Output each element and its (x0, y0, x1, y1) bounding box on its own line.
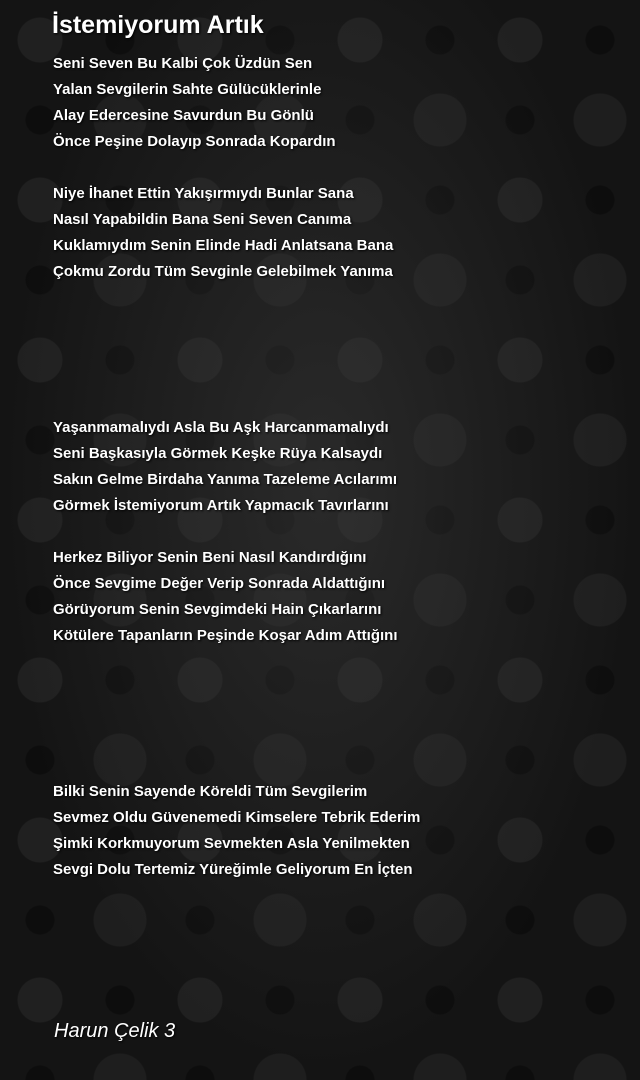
poem-line: Önce Peşine Dolayıp Sonrada Kopardın (53, 133, 336, 150)
stanza-1 (53, 51, 623, 155)
poem-author: Harun Çelik 3 (54, 1020, 176, 1042)
poem-line: Seni Başkasıyla Görmek Keşke Rüya Kalsaydı (53, 445, 383, 462)
poem-body (53, 51, 623, 883)
poem-line: Sakın Gelme Birdaha Yanıma Tazeleme Acılarımı (53, 471, 398, 488)
section-spacer (53, 285, 623, 415)
stanza-4 (53, 545, 623, 649)
poem-line: Kuklamıydım Senin Elinde Hadi Anlatsana Bana (53, 237, 394, 254)
poem-line: Bilki Senin Sayende Köreldi Tüm Sevgilerim (53, 783, 368, 800)
poem-title: İstemiyorum Artık (52, 11, 264, 39)
poem-line: Niye İhanet Ettin Yakışırmıydı Bunlar Sana (53, 185, 354, 202)
section-spacer (53, 649, 623, 779)
stanza-spacer (53, 519, 623, 545)
poem-line: Görüyorum Senin Sevgimdeki Hain Çıkarlarını (53, 601, 382, 618)
stanza-spacer (53, 155, 623, 181)
poem-line: Sevgi Dolu Tertemiz Yüreğimle Geliyorum En İçten (53, 861, 413, 878)
poem-line: Çokmu Zordu Tüm Sevginle Gelebilmek Yanıma (53, 263, 393, 280)
stanza-3 (53, 415, 623, 519)
poem-line: Nasıl Yapabildin Bana Seni Seven Canıma (53, 211, 352, 228)
poem-line: Önce Sevgime Değer Verip Sonrada Aldattığını (53, 575, 386, 592)
poem-line: Yaşanmamalıydı Asla Bu Aşk Harcanmamalıydı (53, 419, 389, 436)
poem-line: Seni Seven Bu Kalbi Çok Üzdün Sen (53, 55, 313, 72)
poem-line: Herkez Biliyor Senin Beni Nasıl Kandırdığını (53, 549, 367, 566)
poem-line: Şimki Korkmuyorum Sevmekten Asla Yenilmekten (53, 835, 410, 852)
poem-line: Kötülere Tapanların Peşinde Koşar Adım Attığını (53, 627, 398, 644)
stanza-5 (53, 779, 623, 883)
poem-line: Alay Edercesine Savurdun Bu Gönlü (53, 107, 314, 124)
poem-line: Sevmez Oldu Güvenemedi Kimselere Tebrik Ederim (53, 809, 421, 826)
poem-line: Yalan Sevgilerin Sahte Gülücüklerinle (53, 81, 322, 98)
poem-line: Görmek İstemiyorum Artık Yapmacık Tavırlarını (53, 497, 389, 514)
stanza-2 (53, 181, 623, 285)
